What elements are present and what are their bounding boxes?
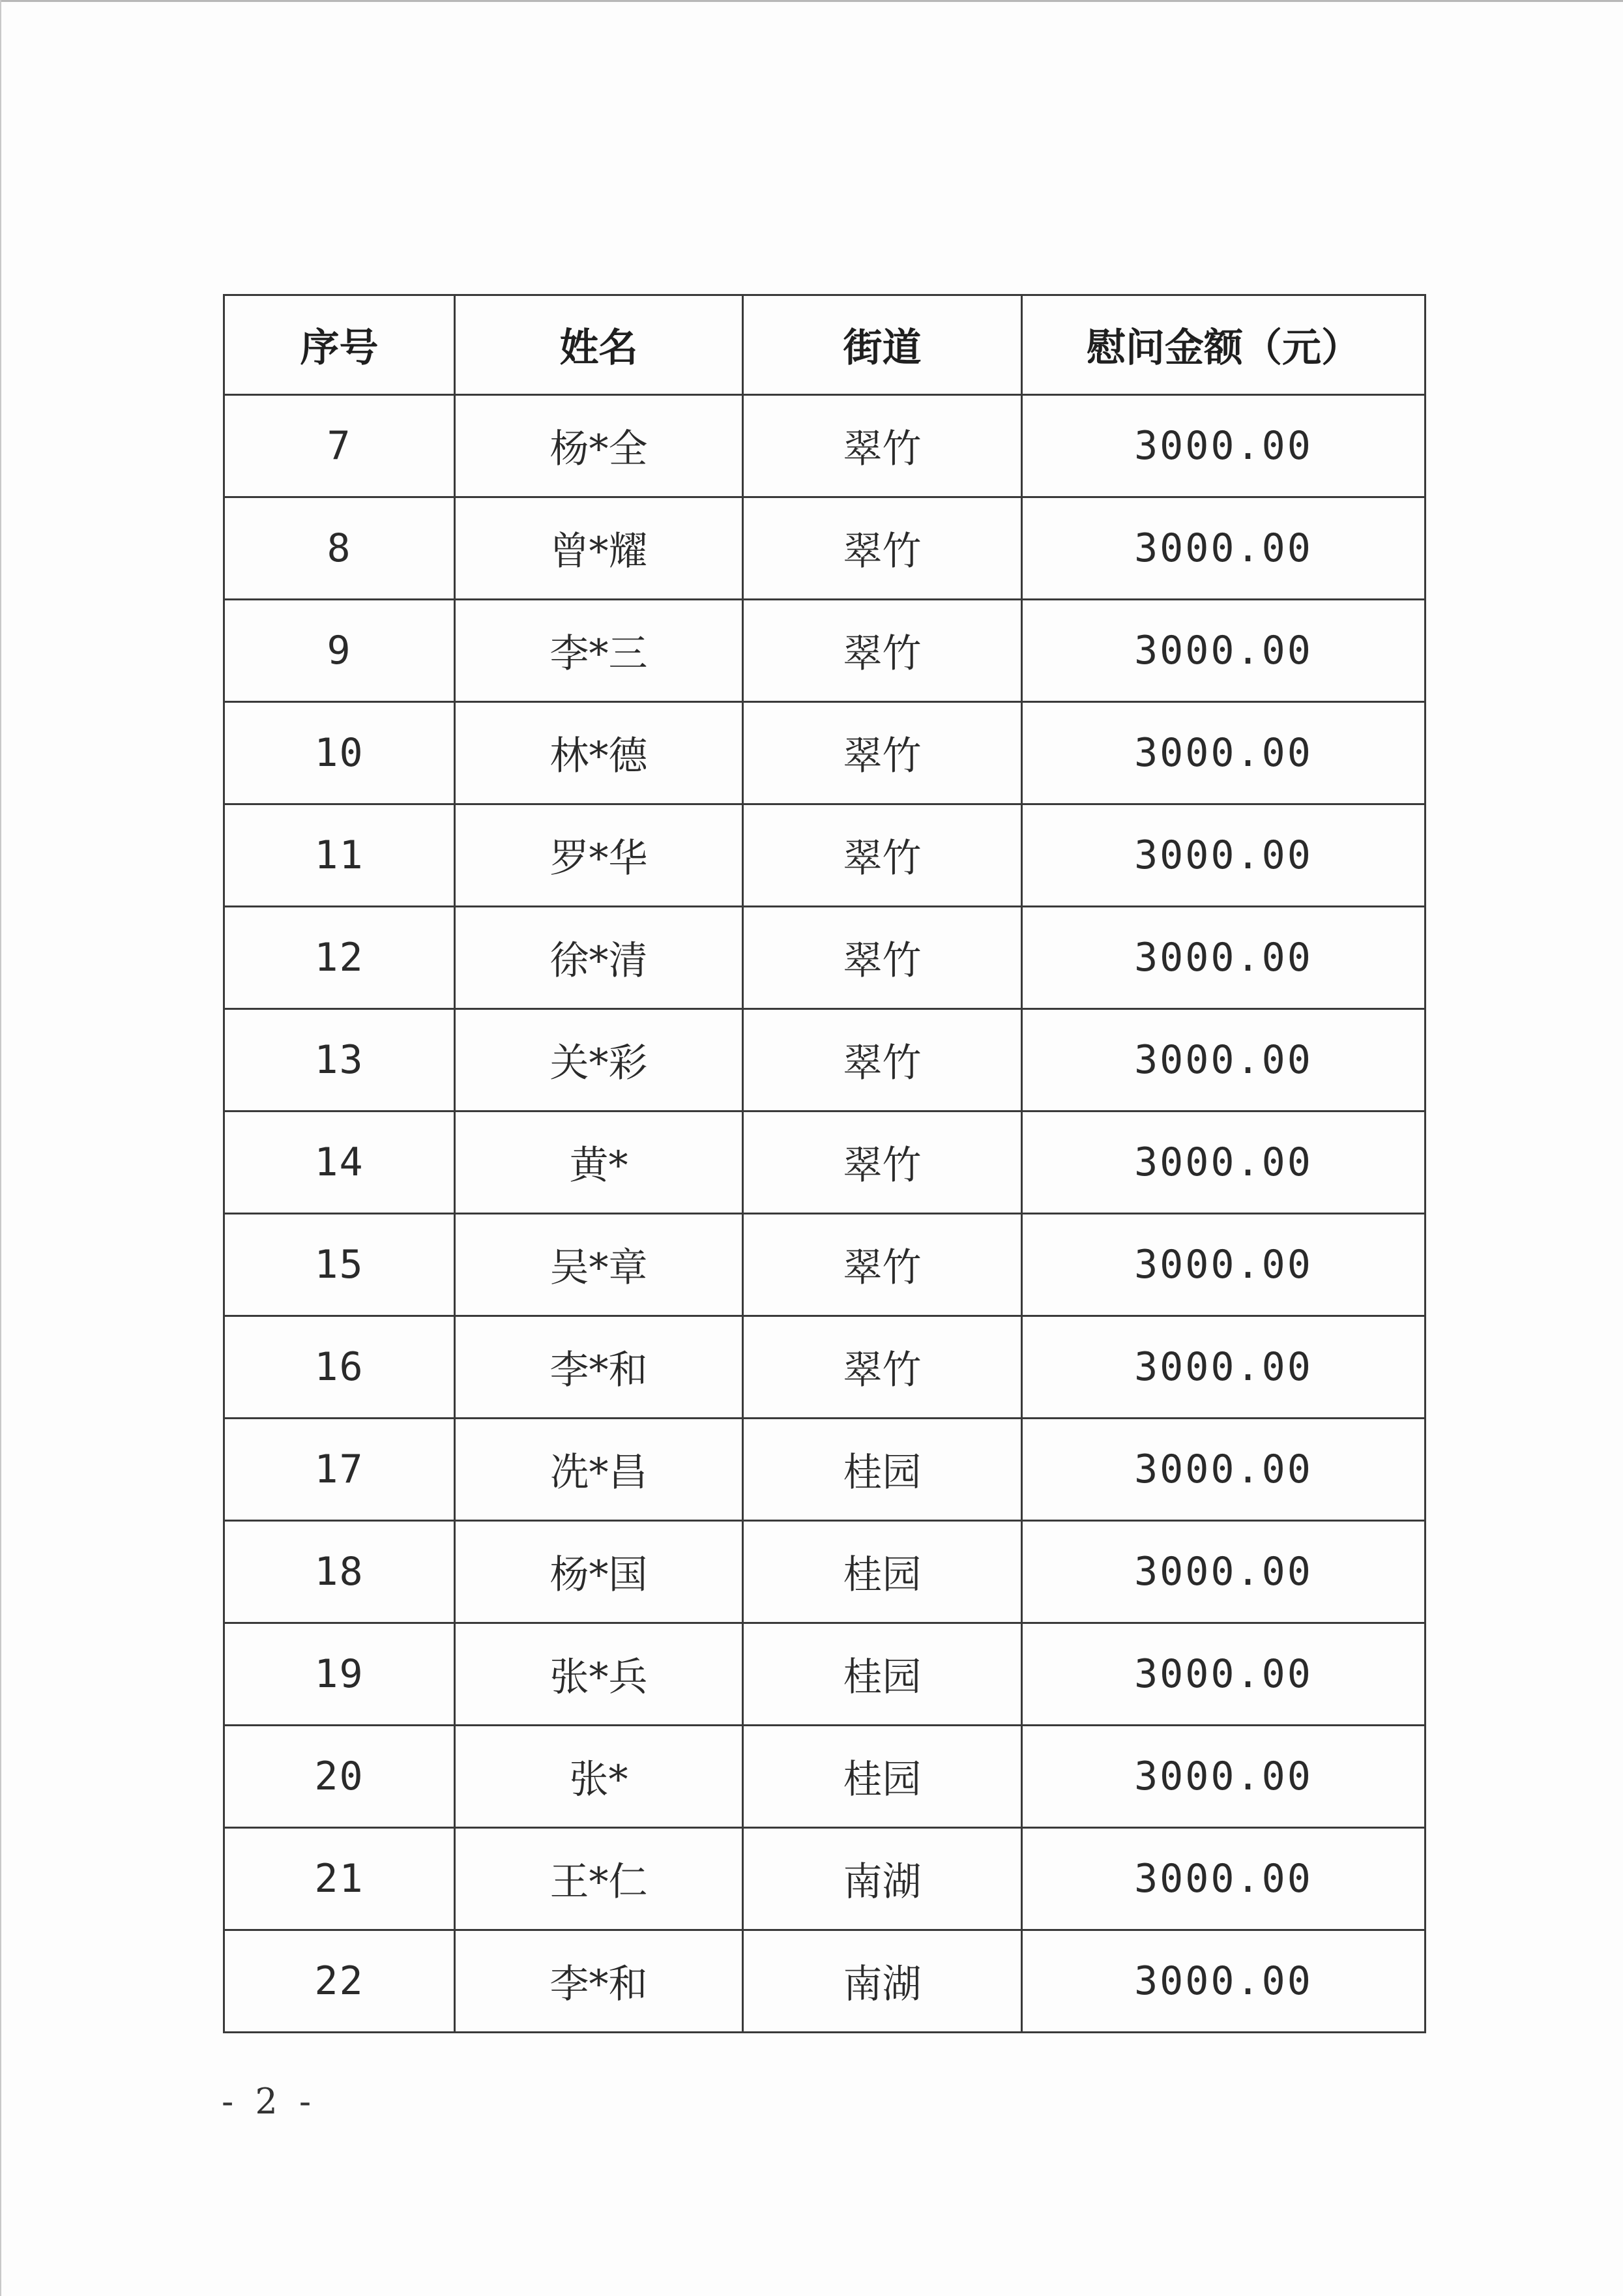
name-cell: 李*和 <box>455 1930 743 2033</box>
table-body <box>224 395 1426 2033</box>
table-row <box>224 1419 1426 1521</box>
name-cell: 杨*国 <box>455 1521 743 1623</box>
street-cell: 翠竹 <box>743 1111 1022 1214</box>
table-row <box>224 1521 1426 1623</box>
name-cell: 李*和 <box>455 1316 743 1419</box>
serial-number-cell: 20 <box>224 1726 455 1828</box>
name-cell: 关*彩 <box>455 1009 743 1111</box>
street-cell: 桂园 <box>743 1419 1022 1521</box>
header-street: 街道 <box>743 295 1022 395</box>
header-amount: 慰问金额（元） <box>1022 295 1426 395</box>
street-cell: 南湖 <box>743 1828 1022 1930</box>
amount-cell: 3000.00 <box>1022 395 1426 497</box>
table-row <box>224 1214 1426 1316</box>
table-header-row <box>224 295 1426 395</box>
amount-cell: 3000.00 <box>1022 1214 1426 1316</box>
table-row <box>224 702 1426 804</box>
table-row <box>224 1623 1426 1726</box>
street-cell: 翠竹 <box>743 1214 1022 1316</box>
serial-number-cell: 14 <box>224 1111 455 1214</box>
serial-number-cell: 9 <box>224 600 455 702</box>
name-cell: 吴*章 <box>455 1214 743 1316</box>
name-cell: 徐*清 <box>455 907 743 1009</box>
street-cell: 翠竹 <box>743 702 1022 804</box>
name-cell: 罗*华 <box>455 804 743 907</box>
name-cell: 冼*昌 <box>455 1419 743 1521</box>
name-cell: 曾*耀 <box>455 497 743 600</box>
serial-number-cell: 15 <box>224 1214 455 1316</box>
header-serial-number: 序号 <box>224 295 455 395</box>
amount-cell: 3000.00 <box>1022 1726 1426 1828</box>
table-row <box>224 1828 1426 1930</box>
serial-number-cell: 22 <box>224 1930 455 2033</box>
table-row <box>224 907 1426 1009</box>
table-row <box>224 1316 1426 1419</box>
serial-number-cell: 12 <box>224 907 455 1009</box>
street-cell: 桂园 <box>743 1623 1022 1726</box>
amount-cell: 3000.00 <box>1022 1930 1426 2033</box>
serial-number-cell: 18 <box>224 1521 455 1623</box>
serial-number-cell: 19 <box>224 1623 455 1726</box>
table-row <box>224 804 1426 907</box>
street-cell: 翠竹 <box>743 497 1022 600</box>
scan-edge-left <box>0 0 1 2296</box>
serial-number-cell: 21 <box>224 1828 455 1930</box>
amount-cell: 3000.00 <box>1022 1316 1426 1419</box>
table-row <box>224 600 1426 702</box>
serial-number-cell: 7 <box>224 395 455 497</box>
street-cell: 翠竹 <box>743 907 1022 1009</box>
amount-cell: 3000.00 <box>1022 1521 1426 1623</box>
table-row <box>224 1009 1426 1111</box>
relief-fund-table <box>223 294 1426 2033</box>
street-cell: 翠竹 <box>743 600 1022 702</box>
header-name: 姓名 <box>455 295 743 395</box>
table-row <box>224 497 1426 600</box>
scan-edge-top <box>0 0 1623 2</box>
table-row <box>224 1726 1426 1828</box>
name-cell: 林*德 <box>455 702 743 804</box>
street-cell: 桂园 <box>743 1521 1022 1623</box>
serial-number-cell: 13 <box>224 1009 455 1111</box>
amount-cell: 3000.00 <box>1022 804 1426 907</box>
street-cell: 翠竹 <box>743 395 1022 497</box>
street-cell: 翠竹 <box>743 1009 1022 1111</box>
serial-number-cell: 11 <box>224 804 455 907</box>
street-cell: 南湖 <box>743 1930 1022 2033</box>
amount-cell: 3000.00 <box>1022 1111 1426 1214</box>
serial-number-cell: 8 <box>224 497 455 600</box>
table-row <box>224 1930 1426 2033</box>
serial-number-cell: 16 <box>224 1316 455 1419</box>
amount-cell: 3000.00 <box>1022 1828 1426 1930</box>
amount-cell: 3000.00 <box>1022 497 1426 600</box>
name-cell: 杨*全 <box>455 395 743 497</box>
amount-cell: 3000.00 <box>1022 1419 1426 1521</box>
serial-number-cell: 17 <box>224 1419 455 1521</box>
table-row <box>224 1111 1426 1214</box>
name-cell: 李*三 <box>455 600 743 702</box>
page-number: - 2 - <box>222 2081 317 2122</box>
street-cell: 翠竹 <box>743 1316 1022 1419</box>
amount-cell: 3000.00 <box>1022 1009 1426 1111</box>
amount-cell: 3000.00 <box>1022 702 1426 804</box>
street-cell: 翠竹 <box>743 804 1022 907</box>
name-cell: 张* <box>455 1726 743 1828</box>
amount-cell: 3000.00 <box>1022 1623 1426 1726</box>
name-cell: 黄* <box>455 1111 743 1214</box>
table-row <box>224 395 1426 497</box>
street-cell: 桂园 <box>743 1726 1022 1828</box>
serial-number-cell: 10 <box>224 702 455 804</box>
name-cell: 王*仁 <box>455 1828 743 1930</box>
name-cell: 张*兵 <box>455 1623 743 1726</box>
amount-cell: 3000.00 <box>1022 600 1426 702</box>
amount-cell: 3000.00 <box>1022 907 1426 1009</box>
